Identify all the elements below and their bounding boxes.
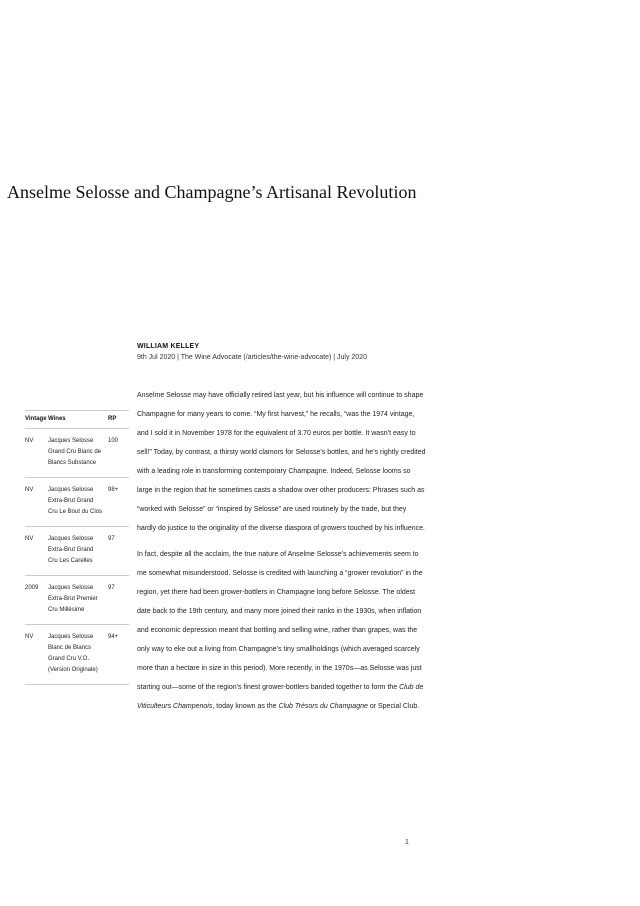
italic-text: Club Trésors du Champagne — [278, 703, 368, 710]
column-header-rp: RP — [108, 416, 117, 422]
cell-rp: 94+ — [108, 634, 119, 640]
cell-wine: Jacques Selosse Extra-Brut Grand Cru Les Carelles — [48, 536, 94, 564]
wine-table-body — [25, 429, 129, 685]
column-header-wines: Wines — [48, 416, 66, 422]
paragraph — [137, 386, 426, 538]
cell-wine: Jacques Selosse Extra-Brut Premier Cru Millésime — [48, 585, 98, 613]
author-name: WILLIAM KELLEY — [137, 343, 200, 350]
column-header-vintage: Vintage — [25, 416, 47, 422]
cell-wine: Jacques Selosse Blanc de Blancs Grand Cru V.O. (Version Originale) — [48, 634, 98, 673]
cell-vintage: NV — [25, 487, 34, 493]
article-body — [137, 386, 426, 723]
paragraph — [137, 545, 426, 716]
byline — [137, 343, 367, 361]
table-row — [25, 429, 129, 478]
article-title: Anselme Selosse and Champagne’s Artisanal Revolution — [7, 182, 417, 202]
cell-vintage: NV — [25, 536, 34, 542]
wine-table — [25, 410, 129, 685]
cell-rp: 98+ — [108, 487, 119, 493]
body-text: or Special Club. — [367, 703, 420, 710]
article-meta: 9th Jul 2020 | The Wine Advocate (/articles/the-wine-advocate) | July 2020 — [137, 354, 367, 361]
table-row — [25, 625, 129, 685]
table-row — [25, 527, 129, 576]
cell-vintage: NV — [25, 438, 34, 444]
italic-text: Club de Viticulteurs Champenois — [137, 684, 424, 710]
cell-vintage: NV — [25, 634, 34, 640]
body-text: Anselme Selosse may have officially retired last year, but his influence will continue to shape Champagne for many years to come. “My first harvest,” he recalls, “was the 1974 vintage, and I sold it in November 1978 for the equivalent of 3.70 euros per bottle. It wasn’t easy to sell!” Today, by contrast, a thirsty world clamors for Selosse’s bottles, and he’s rightly credited with a leading role in transforming contemporary Champagne. Indeed, Selosse looms so large in the region that he sometimes casts a shadow over other producers: Phrases such as “worked with Selosse” or “inspired by Selosse” are used routinely by the trade, but they hardly do justice to the originality of the diverse diaspora of growers touched by his influence. — [137, 392, 426, 532]
cell-rp: 97 — [108, 585, 115, 591]
cell-rp: 100 — [108, 438, 119, 444]
wine-table-header-row — [25, 411, 129, 429]
cell-vintage: 2009 — [25, 585, 39, 591]
cell-wine: Jacques Selosse Grand Cru Blanc de Blancs Substance — [48, 438, 102, 466]
table-row — [25, 576, 129, 625]
page-number: 1 — [405, 839, 409, 846]
body-text: , today known as the — [212, 703, 279, 710]
cell-wine: Jacques Selosse Extra-Brut Grand Cru Le Bout du Clos — [48, 487, 103, 515]
table-row — [25, 478, 129, 527]
cell-rp: 97 — [108, 536, 115, 542]
body-text: In fact, despite all the acclaim, the true nature of Anselme Selosse’s achievements seem to me somewhat misunderstood. Selosse is credited with launching a “grower revolution” in the region, yet there had been grower-bottlers in Champagne long before Selosse. The oldest date back to the 19th century, and many more joined their ranks in the 1930s, when inflation and economic depression meant that bottling and selling wine, rather than grapes, was the only way to eke out a living from Champagne’s tiny smallholdings (which averaged scarcely more than a hectare in size in this period). More recently, in the 1970s—as Selosse was just starting out—some of the region’s finest grower-bottlers banded together to form the — [137, 551, 423, 691]
